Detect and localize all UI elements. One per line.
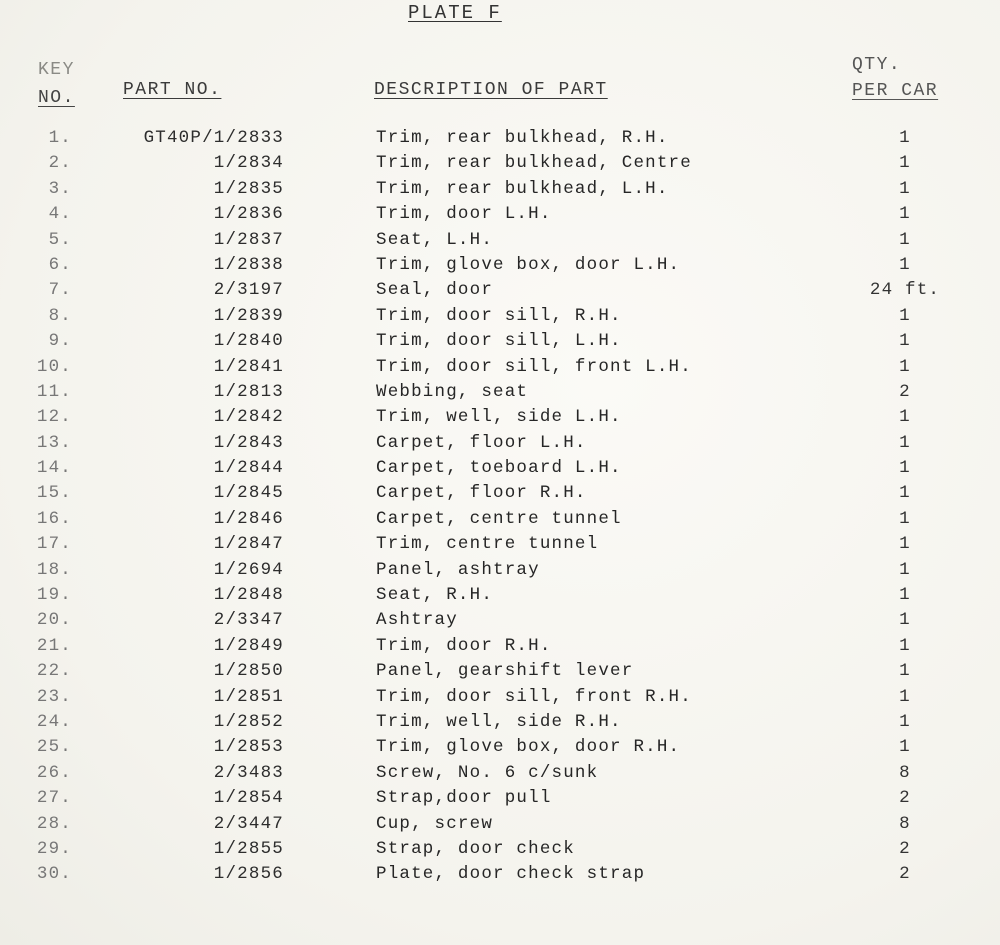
key-number: 15.: [36, 483, 72, 504]
quantity-per-car: 1: [899, 686, 911, 707]
key-number: 11.: [36, 381, 72, 402]
part-description: Trim, door sill, R.H.: [376, 305, 622, 326]
key-number: 9.: [48, 331, 72, 352]
header-qty-line2: PER CAR: [852, 81, 939, 101]
table-row: [0, 864, 1000, 889]
quantity-per-car: 8: [899, 762, 911, 783]
quantity-per-car: 1: [899, 458, 911, 479]
part-number: 1/2852: [213, 711, 284, 732]
key-number: 27.: [36, 788, 72, 809]
quantity-per-car: 24 ft.: [869, 280, 941, 301]
key-number: 13.: [36, 432, 72, 453]
key-number: 17.: [36, 534, 72, 555]
part-description: Trim, well, side R.H.: [376, 711, 622, 732]
key-number: 25.: [36, 737, 72, 758]
quantity-per-car: 1: [899, 711, 911, 732]
quantity-per-car: 1: [899, 331, 911, 352]
table-row: [0, 306, 1000, 331]
table-row: [0, 230, 1000, 255]
table-row: [0, 687, 1000, 712]
quantity-per-car: 1: [899, 305, 911, 326]
quantity-per-car: 2: [899, 381, 911, 402]
quantity-per-car: 1: [899, 661, 911, 682]
part-number: 1/2855: [213, 838, 284, 859]
part-description: Panel, gearshift lever: [376, 661, 634, 682]
key-number: 7.: [48, 280, 72, 301]
quantity-per-car: 1: [899, 635, 911, 656]
table-row: [0, 204, 1000, 229]
part-number: 1/2834: [213, 153, 284, 174]
quantity-per-car: 2: [899, 838, 911, 859]
key-number: 21.: [36, 635, 72, 656]
header-key-no: [38, 56, 75, 112]
table-row: [0, 610, 1000, 635]
part-number: 2/3447: [213, 813, 284, 834]
key-number: 8.: [48, 305, 72, 326]
key-number: 6.: [48, 254, 72, 275]
part-number: 1/2841: [213, 356, 284, 377]
part-description: Carpet, floor L.H.: [376, 432, 587, 453]
table-row: [0, 433, 1000, 458]
part-description: Strap, door check: [376, 838, 575, 859]
part-number: 1/2853: [213, 737, 284, 758]
table-row: [0, 585, 1000, 610]
part-number: 1/2694: [213, 559, 284, 580]
part-number: 2/3197: [213, 280, 284, 301]
part-description: Plate, door check strap: [376, 864, 646, 885]
part-description: Trim, rear bulkhead, L.H.: [376, 178, 669, 199]
part-number: 1/2848: [213, 585, 284, 606]
part-number: 1/2845: [213, 483, 284, 504]
quantity-per-car: 1: [899, 483, 911, 504]
part-description: Trim, glove box, door R.H.: [376, 737, 681, 758]
part-number: 1/2846: [213, 508, 284, 529]
part-description: Strap,door pull: [376, 788, 552, 809]
part-description: Trim, door R.H.: [376, 635, 552, 656]
part-number: 1/2838: [213, 254, 284, 275]
key-number: 1.: [48, 128, 72, 148]
part-number: 1/2843: [213, 432, 284, 453]
part-number: 1/2847: [213, 534, 284, 555]
key-number: 24.: [36, 711, 72, 732]
part-number: 1/2836: [213, 204, 284, 225]
key-number: 30.: [36, 864, 72, 885]
part-description: Trim, door sill, L.H.: [376, 331, 622, 352]
quantity-per-car: 1: [899, 204, 911, 225]
table-row: [0, 712, 1000, 737]
quantity-per-car: 1: [899, 128, 911, 148]
table-row: [0, 280, 1000, 305]
table-row: [0, 128, 1000, 153]
quantity-per-car: 1: [899, 534, 911, 555]
quantity-per-car: 1: [899, 153, 911, 174]
quantity-per-car: 1: [899, 229, 911, 250]
part-description: Seal, door: [376, 280, 494, 301]
table-row: [0, 636, 1000, 661]
quantity-per-car: 1: [899, 356, 911, 377]
part-number: 1/2851: [213, 686, 284, 707]
part-description: Carpet, toeboard L.H.: [376, 458, 622, 479]
key-number: 28.: [36, 813, 72, 834]
key-number: 16.: [36, 508, 72, 529]
quantity-per-car: 1: [899, 737, 911, 758]
key-number: 10.: [36, 356, 72, 377]
part-description: Panel, ashtray: [376, 559, 540, 580]
quantity-per-car: 1: [899, 559, 911, 580]
table-row: [0, 179, 1000, 204]
table-row: [0, 407, 1000, 432]
table-row: [0, 331, 1000, 356]
table-row: [0, 814, 1000, 839]
part-number: 1/2850: [213, 661, 284, 682]
part-description: Carpet, floor R.H.: [376, 483, 587, 504]
part-number: 1/2837: [213, 229, 284, 250]
header-key-line1: KEY: [38, 60, 75, 80]
quantity-per-car: 1: [899, 254, 911, 275]
table-row: [0, 382, 1000, 407]
header-qty-per-car: [852, 52, 938, 104]
part-number: 1/2854: [213, 788, 284, 809]
table-row: [0, 788, 1000, 813]
table-row: [0, 483, 1000, 508]
header-part-no: PART NO.: [123, 80, 222, 100]
part-number: 2/3347: [213, 610, 284, 631]
part-description: Cup, screw: [376, 813, 494, 834]
key-number: 2.: [48, 153, 72, 174]
part-number: 1/2849: [213, 635, 284, 656]
table-row: [0, 661, 1000, 686]
part-description: Trim, rear bulkhead, R.H.: [376, 128, 669, 148]
plate-title: PLATE F: [408, 2, 502, 24]
table-row: [0, 737, 1000, 762]
part-description: Screw, No. 6 c/sunk: [376, 762, 599, 783]
part-number: 1/2844: [213, 458, 284, 479]
table-row: [0, 458, 1000, 483]
header-description: DESCRIPTION OF PART: [374, 80, 608, 100]
key-number: 20.: [36, 610, 72, 631]
table-row: [0, 357, 1000, 382]
quantity-per-car: 8: [899, 813, 911, 834]
table-row: [0, 255, 1000, 280]
part-description: Seat, R.H.: [376, 585, 494, 606]
quantity-per-car: 1: [899, 178, 911, 199]
part-number: 1/2839: [213, 305, 284, 326]
quantity-per-car: 1: [899, 432, 911, 453]
part-description: Trim, rear bulkhead, Centre: [376, 153, 692, 174]
table-row: [0, 153, 1000, 178]
key-number: 3.: [48, 178, 72, 199]
quantity-per-car: 1: [899, 407, 911, 428]
part-description: Trim, door L.H.: [376, 204, 552, 225]
key-number: 5.: [48, 229, 72, 250]
header-qty-line1: QTY.: [852, 55, 902, 75]
part-number: 1/2842: [213, 407, 284, 428]
key-number: 26.: [36, 762, 72, 783]
part-description: Trim, door sill, front L.H.: [376, 356, 692, 377]
table-row: [0, 839, 1000, 864]
quantity-per-car: 1: [899, 508, 911, 529]
part-description: Trim, centre tunnel: [376, 534, 599, 555]
quantity-per-car: 1: [899, 610, 911, 631]
parts-list: [0, 128, 1000, 890]
table-row: [0, 763, 1000, 788]
key-number: 12.: [36, 407, 72, 428]
part-description: Trim, glove box, door L.H.: [376, 254, 681, 275]
header-key-line2: NO.: [38, 88, 75, 108]
table-row: [0, 509, 1000, 534]
key-number: 19.: [36, 585, 72, 606]
key-number: 14.: [36, 458, 72, 479]
key-number: 29.: [36, 838, 72, 859]
key-number: 23.: [36, 686, 72, 707]
part-description: Seat, L.H.: [376, 229, 494, 250]
quantity-per-car: 2: [899, 864, 911, 885]
part-description: Trim, door sill, front R.H.: [376, 686, 692, 707]
key-number: 18.: [36, 559, 72, 580]
part-number: 1/2856: [213, 864, 284, 885]
part-description: Trim, well, side L.H.: [376, 407, 622, 428]
quantity-per-car: 1: [899, 585, 911, 606]
key-number: 22.: [36, 661, 72, 682]
part-number: 1/2813: [213, 381, 284, 402]
part-description: Ashtray: [376, 610, 458, 631]
key-number: 4.: [48, 204, 72, 225]
part-description: Webbing, seat: [376, 381, 529, 402]
part-number: 1/2840: [213, 331, 284, 352]
table-row: [0, 560, 1000, 585]
part-number: 1/2835: [213, 178, 284, 199]
part-number: 2/3483: [213, 762, 284, 783]
table-row: [0, 534, 1000, 559]
part-number: GT40P/1/2833: [143, 128, 284, 148]
part-description: Carpet, centre tunnel: [376, 508, 622, 529]
quantity-per-car: 2: [899, 788, 911, 809]
